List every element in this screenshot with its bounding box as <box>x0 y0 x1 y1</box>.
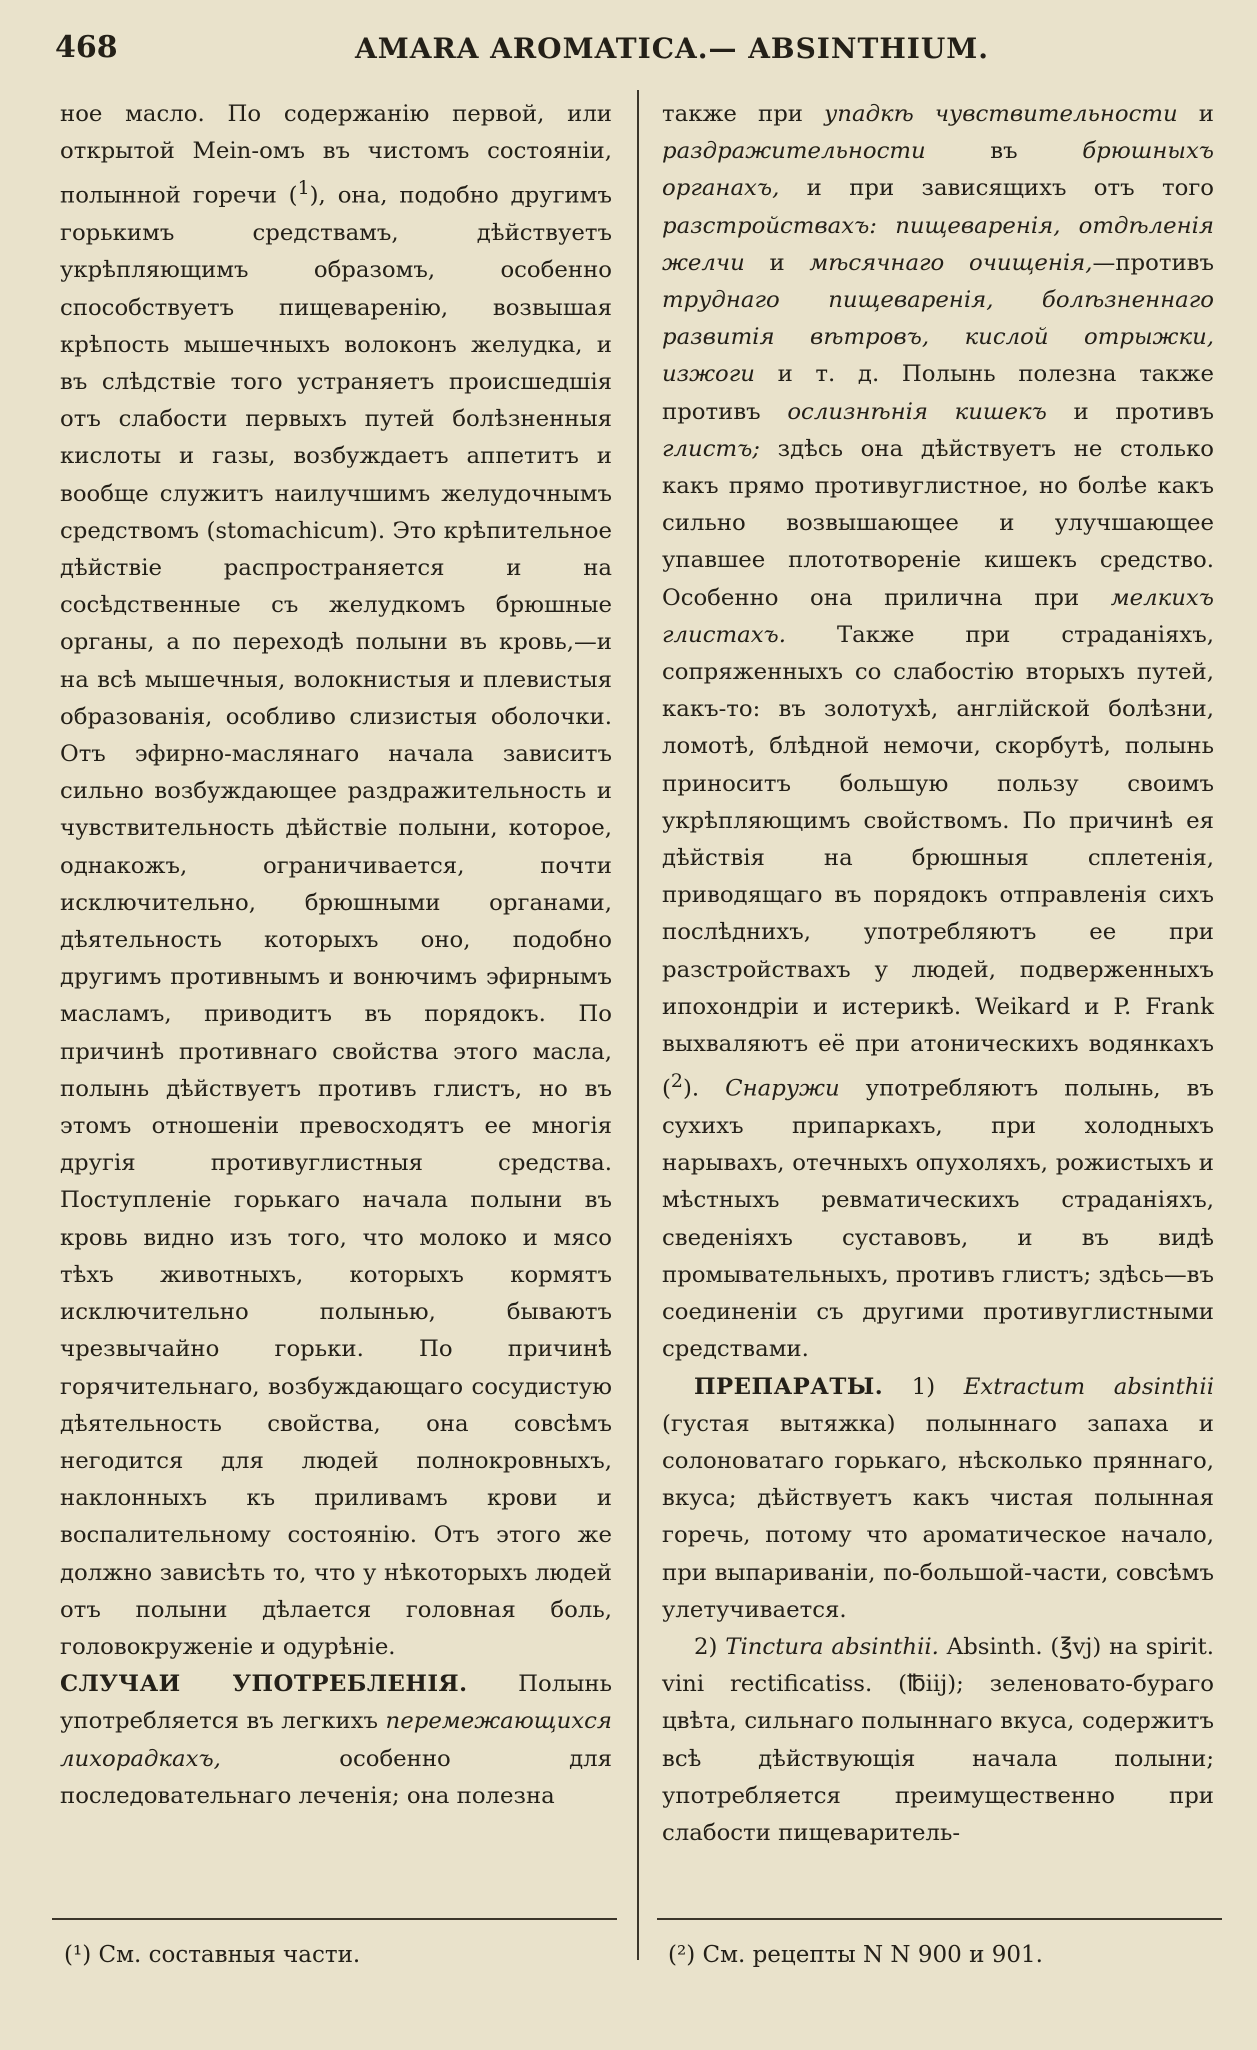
left-paragraph <box>60 96 612 1666</box>
page-number: 468 <box>55 30 118 65</box>
right-text: ). <box>683 1075 726 1102</box>
preparations-heading: ПРЕПАРАТЫ. <box>694 1373 884 1400</box>
right-column <box>662 96 1214 1852</box>
right-emphasis: глистъ; <box>662 435 760 462</box>
right-text: и при зависящихъ отъ того <box>779 175 1214 202</box>
preparation-2-paragraph <box>662 1629 1214 1852</box>
left-text-2: ), она, подобно другимъ горькимъ средствамъ, дѣйствуетъ укрѣпляющимъ образомъ, особенно способствуетъ пищеваренію, возвышая крѣпость мышечныхъ волоконъ желудка, и въ слѣдствіе того устраняетъ происшедшія отъ слабости первыхъ путей болѣзненныя кислоты и газы, возбуждаетъ аппетитъ и вообще служитъ наилучшимъ желудочнымъ средствомъ (stomachicum). Это крѣпительное дѣйствіе распространяется и на сосѣдственные съ желудкомъ брюшные органы, а по переходѣ полыни въ кровь,—и на всѣ мышечныя, волокнистыя и плевистыя образованія, особливо слизистыя оболочки. Отъ эфирно-маслянаго начала зависитъ сильно возбуждающее раздражительность и чувствительность дѣйствіе полыни, которое, однакожъ, ограничивается, почти исключительно, брюшными органами, дѣятельность которыхъ оно, подобно другимъ противнымъ и вонючимъ эфирнымъ масламъ, приводитъ въ порядокъ. По причинѣ противнаго свойства этого масла, полынь дѣйствуетъ противъ глистъ, но въ этомъ отношеніи превосходятъ ее многія другія противуглистныя средства. Поступленіе горькаго начала полыни въ кровь видно изъ того, что молоко и мясо тѣхъ животныхъ, которыхъ кормятъ исключительно полынью, бываютъ чрезвычайно горьки. По причинѣ горячительнаго, возбуждающаго сосудистую дѣятельность свойства, она совсѣмъ негодится для людей полнокровныхъ, наклонныхъ къ приливамъ крови и воспалительному состоянію. Отъ этого же должно зависѣть то, что у нѣкоторыхъ людей отъ полыни дѣлается головная боль, головокруженіе и одурѣніе. <box>60 183 612 1660</box>
right-text: и <box>1177 101 1214 127</box>
right-emphasis: раздражительности <box>662 138 926 165</box>
left-text-1: ное масло. По содержанію первой, или открытой Mein-омъ въ чистомъ состояніи, полынной горечи ( <box>60 101 612 209</box>
footnote-left: (¹) См. составныя части. <box>64 1942 361 1968</box>
right-text: и т. д. Полынь полезна также противъ <box>662 361 1214 425</box>
footnote-right: (²) См. рецепты N N 900 и 901. <box>668 1942 1043 1968</box>
right-text: въ <box>925 138 1083 165</box>
prep-name-2: Tinctura absinthii. <box>725 1633 939 1660</box>
footnote-separator-left <box>52 1918 617 1920</box>
right-emphasis: брюшныхъ органахъ, <box>662 138 1214 202</box>
running-head: AMARA AROMATICA.— ABSINTHIUM. <box>355 32 990 65</box>
preparations-paragraph <box>662 1369 1214 1629</box>
right-paragraph <box>662 96 1214 1369</box>
column-divider <box>637 90 639 1960</box>
footnote-ref-1: 1 <box>297 177 310 200</box>
prep-number-1: 1) <box>883 1373 964 1400</box>
right-text: употребляютъ полынь, въ сухихъ припаркахъ, при холодныхъ нарывахъ, отечныхъ опухоляхъ, рожистыхъ и мѣстныхъ ревматическихъ страданіяхъ, сведеніяхъ суставовъ, и въ видѣ промывательныхъ, противъ глистъ; здѣсь—въ соединеніи съ другими противуглистными средствами. <box>662 1075 1215 1363</box>
cases-emphasis-1: перемежающихся лихорадкахъ, <box>60 1708 612 1772</box>
footnote-separator-right <box>657 1918 1222 1920</box>
prep-name-1: Extractum absinthii <box>963 1373 1214 1400</box>
right-emphasis: ослизнѣнія кишекъ <box>787 398 1047 425</box>
cases-paragraph <box>60 1666 612 1815</box>
right-emphasis: упадкѣ чувствительности <box>824 101 1178 127</box>
left-column <box>60 96 612 1815</box>
right-text: также при <box>662 101 825 127</box>
right-emphasis: мелкихъ глистахъ. <box>662 584 1214 648</box>
right-text: и <box>744 249 810 276</box>
cases-text-2: особенно для последовательнаго леченія; она полезна <box>60 1745 612 1809</box>
right-text: и противъ <box>1046 398 1215 425</box>
right-emphasis: Снаружи <box>725 1075 840 1102</box>
right-text: —противъ <box>1092 249 1214 276</box>
right-emphasis: разстройствахъ: пищеваренія, отдѣленія желчи <box>662 212 1214 276</box>
right-text: Также при страданіяхъ, сопряженныхъ со слабостію вторыхъ путей, какъ-то: въ золотухѣ, англійской болѣзни, ломотѣ, блѣдной немочи, скорбутѣ, полынь приноситъ большую пользу своимъ укрѣпляющимъ свойствомъ. По причинѣ ея дѣйствія на брюшныя сплетенія, приводящаго въ порядокъ отправленія сихъ послѣднихъ, употребляютъ ее при разстройствахъ у людей, подверженныхъ ипохондріи и истерикѣ. Weikard и P. Frank выхваляютъ её при атоническихъ водянкахъ ( <box>662 621 1214 1102</box>
page-header <box>0 22 1257 72</box>
prep-text-2: Absinth. (℥vj) на spirit. vini rectificatiss. (℔iij); зеленовато-бураго цвѣта, сильнаго полыннаго вкуса, содержитъ всѣ дѣйствующія начала полыни; употребляется преимущественно при слабости пищеваритель- <box>662 1633 1214 1846</box>
prep-text-1: (густая вытяжка) полыннаго запаха и солоноватаго горькаго, нѣсколько пряннаго, вкуса; дѣйствуетъ какъ чистая полынная горечь, потому что ароматическое начало, при выпариваніи, по-большой-части, совсѣмъ улетучивается. <box>662 1410 1214 1623</box>
cases-text-1: Полынь употребляется въ легкихъ <box>60 1671 612 1735</box>
prep-number-2: 2) <box>694 1633 726 1660</box>
right-emphasis: мѣсячнаго очищенія, <box>809 249 1093 276</box>
cases-heading: СЛУЧАИ УПОТРЕБЛЕНІЯ. <box>60 1671 468 1698</box>
right-text: здѣсь она дѣйствуетъ не столько какъ прямо противуглистное, но болѣе какъ сильно возвышающее и улучшающее упавшее плототвореніе кишекъ средство. Особенно она прилична при <box>662 435 1214 611</box>
right-emphasis: труднаго пищеваренія, болѣзненнаго развитія вѣтровъ, кислой отрыжки, изжоги <box>662 287 1214 388</box>
footnote-ref-2: 2 <box>670 1070 683 1093</box>
